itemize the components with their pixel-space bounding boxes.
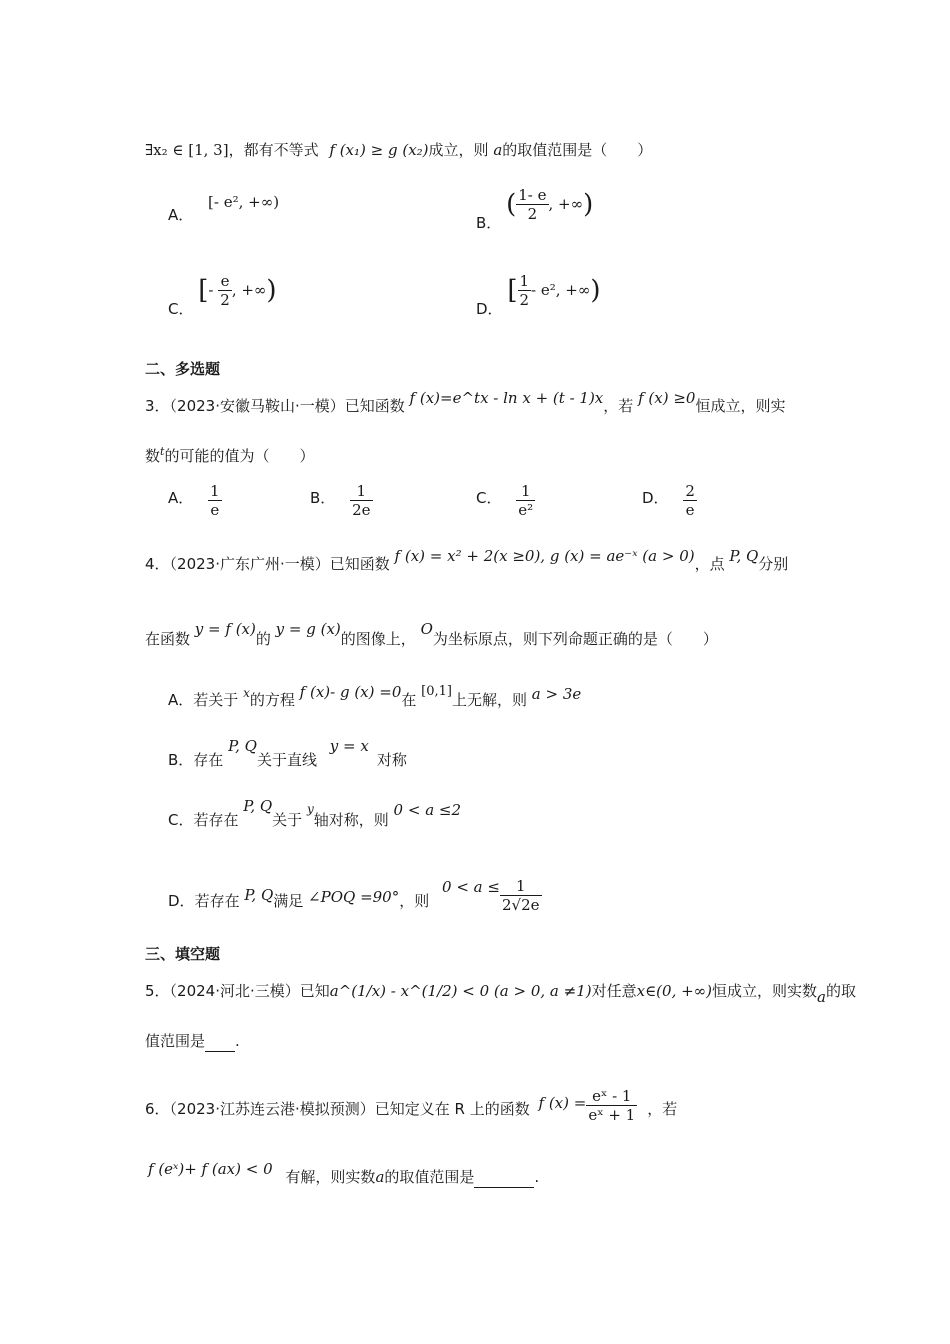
q5-answer-blank[interactable] [205,1031,235,1052]
section-title-fill-blank: 三、填空题 [145,945,221,963]
q2-inequality: f (x₁) ≥ g (x₂) [329,141,429,159]
q4-option-c[interactable]: C．若存在 P, Q关于 $^y$轴对称，则 0 < a ≤2 [168,797,462,829]
q5-inequality: a^(1/x) - x^(1/2) < 0 (a > 0, a ≠1) [329,982,592,1000]
q6-stem-line1: 6．（2023·江苏连云港·模拟预测）已知定义在 R 上的函数 f (x) = $\frac{\text{eˣ - 1}}{\text{eˣ + 1}}$ ，若 [145,1087,678,1124]
section-title-multiple-choice: 二、多选题 [145,360,221,378]
q4-stem-line1: 4．（2023·广东广州·一模）已知函数 f (x) = x² + 2(x ≥0), g (x) = ae⁻ˣ (a > 0)，点 P, Q分别 [145,547,789,573]
q6-inequality: f (eˣ)+ f (ax) < 0 [148,1160,273,1178]
q4-option-b[interactable]: B．存在 P, Q关于直线 y = x对称 [168,737,407,769]
q6-answer-blank[interactable] [474,1167,534,1188]
q4-stem-line2: 在函数 y = f (x)的 y = g (x)的图像上， O为坐标原点，则下列命题正确的是（ ） [145,620,718,648]
q3-option-b[interactable]: B． $\frac{1}{2e}$ [310,482,371,519]
q3-option-d[interactable]: D． $\frac{2}{e}$ [642,482,695,519]
q3-condition: f (x) ≥0 [638,389,696,407]
q2-condition-line: ∃x₂ ∈ [1, 3]，都有不等式 f (x₁) ≥ g (x₂)成立，则 a的取值范围是（ ） [145,141,653,159]
q4-functions: f (x) = x² + 2(x ≥0), g (x) = ae⁻ˣ (a > 0) [394,547,695,565]
q5-stem-line1: 5．（2024·河北·三模）已知a^(1/x) - x^(1/2) < 0 (a > 0, a ≠1)对任意x∈(0, +∞)恒成立，则实数a的取 [145,982,857,1006]
q3-stem-line1: 3．（2023·安徽马鞍山·一模）已知函数 f (x)=e^tx - ln x + (t - 1)x，若 f (x) ≥0恒成立，则实 [145,389,786,415]
q4-option-a[interactable]: A．若关于 $^x$的方程 f (x)- g (x) =0在 [0,1]上无解，则 a > 3e [168,683,582,709]
q3-function: f (x)=e^tx - ln x + (t - 1)x [409,389,604,407]
q2-option-a[interactable]: A． [- e², +∞) [168,193,280,224]
q3-option-c[interactable]: C． $\frac{1}{\text{e²}}$ [476,482,534,519]
q6-stem-line2: f (eˣ)+ f (ax) < 0 有解，则实数a的取值范围是 . [148,1160,540,1186]
q2-exists-expr: ∃x₂ ∈ [1, 3] [145,141,229,159]
q2-option-d[interactable]: D． [ $\frac{1}{2}$ - e², +∞) [476,272,601,318]
q4-option-d[interactable]: D．若存在 P, Q满足 ∠POQ =90°，则 0 < a ≤ $\frac{1}{2√2e}$ [168,877,540,914]
q5-stem-line2: 值范围是 . [145,1032,240,1050]
q3-option-a[interactable]: A． $\frac{1}{e}$ [168,482,220,519]
q2-option-b[interactable]: B． ( $\frac{1- e}{2}$ , +∞) [476,186,594,232]
q2-option-c[interactable]: C． [- $\frac{e}{2}$ , +∞) [168,272,277,318]
q3-stem-line2: 数$^t$的可能的值为（ ） [145,445,315,465]
